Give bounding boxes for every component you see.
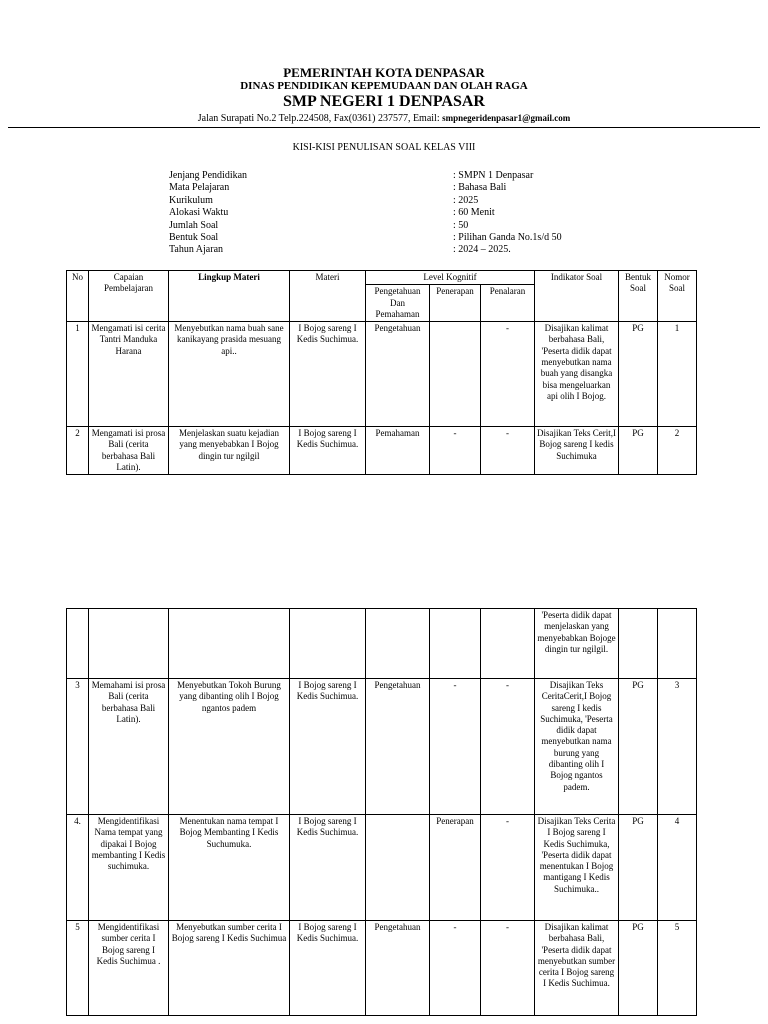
cell-lingkup: Menyebutkan sumber cerita I Bojog sareng I Kedis Suchimua [169,921,290,1016]
kisi-kisi-table-continued [66,608,697,1016]
cell-capaian: Mengidentifikasi sumber cerita I Bojog sareng I Kedis Suchimua . [89,921,169,1016]
cell-materi: I Bojog sareng I Kedis Suchimua. [290,815,366,921]
table-row [67,427,697,475]
cell-bentuk: PG [619,427,658,475]
cell-indikator: Disajikan kalimat berbahasa Bali, 'Peserta didik dapat menyebutkan sumber cerita I Bojog sareng I Kedis Suchimua. [535,921,619,1016]
cell-pengetahuan: Pemahaman [366,427,430,475]
info-block [169,170,649,257]
cell-penerapan: - [430,679,481,815]
cell-no [67,609,89,679]
cell-penalaran: - [481,679,535,815]
kisi-kisi-table [66,270,697,475]
cell-nomor: 4 [658,815,697,921]
cell-pengetahuan [366,609,430,679]
cell-no: 3 [67,679,89,815]
col-header-bentuk: Bentuk Soal [619,271,658,322]
info-row [169,207,649,219]
info-label: Alokasi Waktu [169,207,229,219]
cell-pengetahuan: Pengetahuan [366,322,430,427]
cell-penalaran [481,609,535,679]
info-label: Jumlah Soal [169,219,219,231]
cell-penalaran: - [481,322,535,427]
table-row [67,815,697,921]
cell-materi [290,609,366,679]
table-row [67,921,697,1016]
cell-indikator: 'Peserta didik dapat menjelaskan yang menyebabkan Bojoge dingin tur ngilgil. [535,609,619,679]
email-text: smpnegeridenpasar1@gmail.com [442,113,571,123]
info-row [169,182,649,194]
cell-no: 2 [67,427,89,475]
info-label: Bentuk Soal [169,231,219,243]
table-row [67,679,697,815]
cell-penerapan: Penerapan [430,815,481,921]
cell-penerapan: - [430,427,481,475]
cell-penerapan [430,609,481,679]
cell-penerapan [430,322,481,427]
cell-lingkup: Menyebutkan nama buah sane kanikayang prasida mesuang api.. [169,322,290,427]
cell-nomor: 1 [658,322,697,427]
cell-nomor: 2 [658,427,697,475]
cell-pengetahuan [366,815,430,921]
info-row [169,195,649,207]
cell-capaian: Mengidentifikasi Nama tempat yang dipakai I Bojog membanting I Kedis suchimuka. [89,815,169,921]
cell-nomor: 3 [658,679,697,815]
info-value: : Bahasa Bali [453,182,507,194]
info-value: : 50 [453,219,469,231]
cell-no: 4. [67,815,89,921]
cell-pengetahuan: Pengetahuan [366,921,430,1016]
cell-indikator: Disajikan Teks Cerit,I Bojog sareng I kedis Suchimuka [535,427,619,475]
info-row [169,170,649,182]
col-header-no: No [67,271,89,322]
cell-bentuk: PG [619,921,658,1016]
info-label: Tahun Ajaran [169,244,224,256]
info-value: : 2024 – 2025. [453,244,511,256]
cell-lingkup: Menentukan nama tempat I Bojog Membanting I Kedis Suchumuka. [169,815,290,921]
cell-bentuk: PG [619,322,658,427]
info-value: : SMPN 1 Denpasar [453,170,534,181]
cell-nomor [658,609,697,679]
cell-lingkup: Menyebutkan Tokoh Burung yang dibanting olih I Bojog ngantos padem [169,679,290,815]
cell-penalaran: - [481,815,535,921]
header-department: DINAS PENDIDIKAN KEPEMUDAAN DAN OLAH RAGA [240,80,528,92]
cell-bentuk: PG [619,679,658,815]
col-header-penalaran: Penalaran [481,285,535,322]
info-value: : 60 Menit [453,207,495,219]
info-value: : 2025 [453,194,479,206]
cell-no: 1 [67,322,89,427]
header-school-name: SMP NEGERI 1 DENPASAR [283,93,485,110]
cell-penalaran: - [481,427,535,475]
table-row [67,609,697,679]
header-divider [8,127,760,128]
info-label: Mata Pelajaran [169,182,230,194]
cell-lingkup [169,609,290,679]
cell-indikator: Disajikan Teks CeritaCerit,I Bojog sareng I kedis Suchimuka, 'Peserta didik dapat menyebutkan nama burung yang dibanting olih I Bojog ngantos padem. [535,679,619,815]
col-header-pengetahuan: Pengetahuan Dan Pemahaman [366,285,430,322]
address-text: Jalan Surapati No.2 Telp.224508, Fax(0361) 237577, Email: [197,113,443,124]
document-title: KISI-KISI PENULISAN SOAL KELAS VIII [292,142,476,153]
info-row [169,244,649,256]
col-header-nomor: Nomor Soal [658,271,697,322]
cell-no: 5 [67,921,89,1016]
cell-materi: I Bojog sareng I Kedis Suchimua. [290,679,366,815]
info-label: Jenjang Pendidikan [169,170,248,181]
col-header-level: Level Kognitif [366,271,535,285]
info-row [169,232,649,244]
table-row [67,322,697,427]
cell-bentuk [619,609,658,679]
header-government: PEMERINTAH KOTA DENPASAR [283,65,485,80]
col-header-capaian: Capaian Pembelajaran [89,271,169,322]
cell-penerapan: - [430,921,481,1016]
cell-capaian: Memahami isi prosa Bali (cerita berbahasa Bali Latin). [89,679,169,815]
info-value: : Pilihan Ganda No.1s/d 50 [453,231,562,243]
cell-nomor: 5 [658,921,697,1016]
col-header-indikator: Indikator Soal [535,271,619,322]
info-label: Kurikulum [169,194,213,206]
cell-materi: I Bojog sareng I Kedis Suchimua. [290,322,366,427]
cell-bentuk: PG [619,815,658,921]
col-header-lingkup: Lingkup Materi [169,271,290,322]
cell-capaian [89,609,169,679]
info-row [169,220,649,232]
cell-materi: I Bojog sareng I Kedis Suchimua. [290,921,366,1016]
cell-capaian: Mengamati isi prosa Bali (cerita berbahasa Bali Latin). [89,427,169,475]
col-header-penerapan: Penerapan [430,285,481,322]
col-header-materi: Materi [290,271,366,322]
cell-capaian: Mengamati isi cerita Tantri Manduka Harana [89,322,169,427]
cell-indikator: Disajikan Teks Cerita I Bojog sareng I Kedis Suchimuka, 'Peserta didik dapat menentukan I Bojog mantigang I Kedis Suchimuka.. [535,815,619,921]
cell-pengetahuan: Pengetahuan [366,679,430,815]
cell-lingkup: Menjelaskan suatu kejadian yang menyebabkan I Bojog dingin tur ngilgil [169,427,290,475]
header-address [0,113,768,124]
cell-penalaran: - [481,921,535,1016]
cell-indikator: Disajikan kalimat berbahasa Bali, 'Peserta didik dapat menyebutkan nama buah yang disangka bisa mengeluarkan api olih I Bojog. [535,322,619,427]
cell-materi: I Bojog sareng I Kedis Suchimua. [290,427,366,475]
